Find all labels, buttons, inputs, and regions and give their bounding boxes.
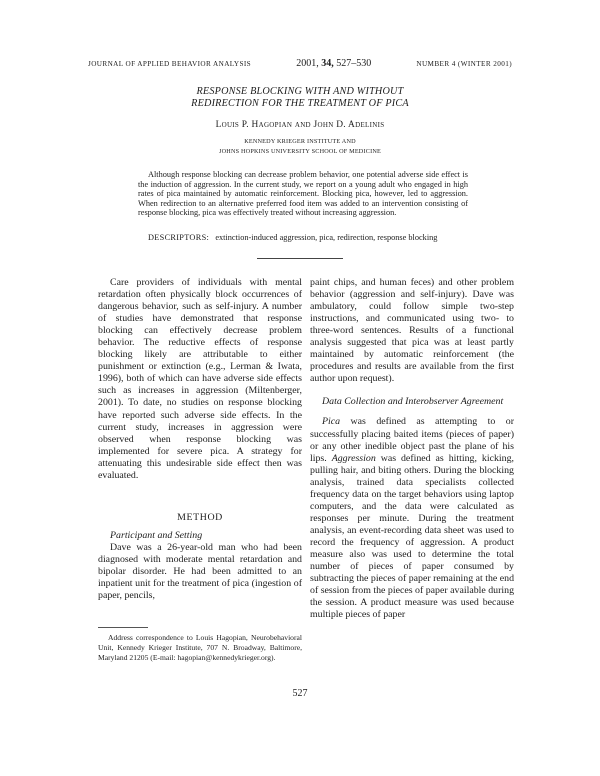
descriptors-text: extinction-induced aggression, pica, redirection, response blocking xyxy=(215,233,438,242)
descriptors-label: DESCRIPTORS: xyxy=(148,233,210,242)
title-line-2: REDIRECTION FOR THE TREATMENT OF PICA xyxy=(191,97,409,109)
method-heading: METHOD xyxy=(177,511,223,523)
descriptors xyxy=(138,233,488,243)
section-divider xyxy=(257,258,343,259)
issue-info: NUMBER 4 (WINTER 2001) xyxy=(416,60,512,68)
left-column xyxy=(98,277,302,602)
abstract: Although response blocking can decrease problem behavior, one potential adverse side effect is the induction of aggression. In the current study, we report on a young adult who engaged in high rates of pica maintained by automatic reinforcement. Blocking pica, however, led to aggression. When redirection to an alternative preferred food item was added to an intervention consisting of response blocking, pica was effectively treated without increasing aggression. xyxy=(138,170,468,218)
citation-pages: 527–530 xyxy=(336,58,372,69)
intro-paragraph: Care providers of individuals with mental retardation often physically block occurrences of dangerous behavior, such as self-injury. A number of studies have demonstrated that response blocking can effectively decrease problem behavior. The reductive effects of response blocking likely are attributable to either punishment or extinction (e.g., Lerman & Iwata, 1996), both of which can have adverse side effects such as increases in aggression (Miltenberger, 2001). To date, no studies on response blocking have reported such adverse side effects. In the current study, increases in aggression were observed when response blocking was implemented for severe pica. A strategy for attenuating this undesirable side effect then was evaluated. xyxy=(98,277,302,481)
article-title xyxy=(100,86,500,109)
participant-heading: Participant and Setting xyxy=(110,529,203,541)
right-column xyxy=(310,277,514,621)
affiliation xyxy=(100,137,500,157)
aggression-definition: was defined as hitting, kicking, pulling hair, and biting others. During the blocking analysis, trained data specialists collected frequency data on the target behaviors using laptop computers, and the data were calculated as responses per minute. During the treatment analysis, an event-recording data sheet was used to record the frequency of aggression. A product measure also was used to determine the total number of pieces of paper consumed by subtracting the pieces of paper remaining at the end of session from the pieces of paper available during the session. A product measure was used because multiple pieces of paper xyxy=(310,452,515,621)
aggression-term: Aggression xyxy=(331,452,376,464)
footnote-divider xyxy=(98,627,148,628)
correspondence-footnote: Address correspondence to Louis Hagopian, Neurobehavioral Unit, Kennedy Krieger Institute, 707 N. Broadway, Baltimore, Maryland 21205 (E-mail: hagopian@kennedykrieger.org). xyxy=(98,633,302,662)
citation-volume: 34, xyxy=(321,58,334,69)
citation-year: 2001, xyxy=(296,58,319,69)
definitions-paragraph xyxy=(310,416,514,621)
continued-paragraph: paint chips, and human feces) and other problem behavior (aggression and self-injury). Dave was ambulatory, could follow simple two-step instructions, and communicated using two- to three-word sentences. Results of a functional analysis suggested that pica was at least partly maintained by automatic reinforcement (the procedures and results are available from the first author upon request). xyxy=(310,277,514,385)
title-line-1: RESPONSE BLOCKING WITH AND WITHOUT xyxy=(196,86,404,97)
affiliation-line-1: KENNEDY KRIEGER INSTITUTE AND xyxy=(244,138,356,145)
journal-name: JOURNAL OF APPLIED BEHAVIOR ANALYSIS xyxy=(88,60,252,68)
affiliation-line-2: JOHNS HOPKINS UNIVERSITY SCHOOL OF MEDICINE xyxy=(219,148,381,155)
pica-definition: was defined as attempting to or successfully placing baited items (pieces of paper) or any other inedible object past the plane of his lips. xyxy=(310,416,514,464)
authors: Louis P. Hagopian and John D. Adelinis xyxy=(215,120,385,130)
page-number: 527 xyxy=(292,688,308,699)
citation xyxy=(296,58,371,69)
running-header xyxy=(88,58,512,69)
data-collection-heading: Data Collection and Interobserver Agreement xyxy=(322,396,504,408)
participant-paragraph: Dave was a 26-year-old man who had been diagnosed with moderate mental retardation and bipolar disorder. He had been admitted to an inpatient unit for the treatment of pica (ingestion of paper, pencils, xyxy=(98,541,302,602)
pica-term: Pica xyxy=(322,416,341,428)
